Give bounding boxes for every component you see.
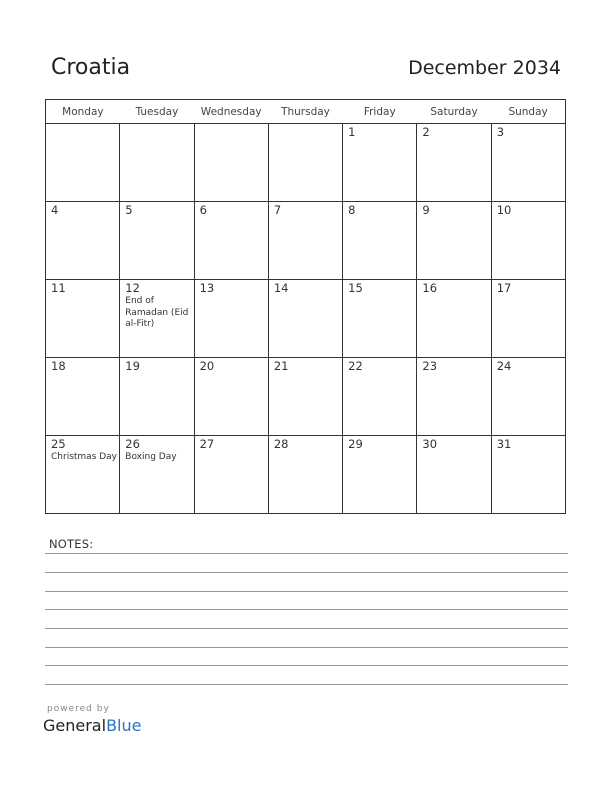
day-cell xyxy=(268,358,342,436)
day-number xyxy=(46,124,119,126)
day-cell xyxy=(194,280,268,358)
day-cell xyxy=(268,436,342,514)
day-cell xyxy=(120,358,194,436)
day-number xyxy=(269,124,342,126)
day-cell xyxy=(194,202,268,280)
week-row xyxy=(46,124,566,202)
day-number: 18 xyxy=(51,359,66,373)
day-cell xyxy=(491,280,565,358)
day-cell xyxy=(46,124,120,202)
day-cell xyxy=(491,358,565,436)
weekday-header: Monday xyxy=(46,100,120,124)
day-number: 10 xyxy=(496,203,512,217)
day-number: 3 xyxy=(496,125,505,139)
day-cell xyxy=(194,436,268,514)
note-line xyxy=(45,647,568,648)
day-cell xyxy=(46,202,120,280)
day-cell xyxy=(268,124,342,202)
day-number: 15 xyxy=(348,281,363,295)
day-number: 7 xyxy=(273,203,282,217)
day-number: 6 xyxy=(199,203,207,217)
note-line xyxy=(45,572,568,573)
day-number: 24 xyxy=(496,359,512,373)
day-cell xyxy=(268,280,342,358)
day-number: 30 xyxy=(422,437,438,451)
day-cell xyxy=(46,280,120,358)
weekday-header: Friday xyxy=(343,100,417,124)
holiday-label: Boxing Day xyxy=(125,452,177,462)
week-row xyxy=(46,436,566,514)
day-number: 2 xyxy=(422,125,430,139)
note-line xyxy=(45,591,568,592)
note-line xyxy=(45,684,568,685)
weekday-header-row xyxy=(46,100,566,124)
generalblue-logo xyxy=(43,716,141,735)
week-row xyxy=(46,358,566,436)
day-cell xyxy=(417,358,491,436)
day-cell xyxy=(343,358,417,436)
notes-label: NOTES: xyxy=(49,537,94,551)
day-number: 29 xyxy=(348,437,363,451)
day-cell xyxy=(491,202,565,280)
holiday-label: Christmas Day xyxy=(51,452,118,462)
day-number: 8 xyxy=(348,203,356,217)
day-cell xyxy=(46,358,120,436)
day-number xyxy=(120,124,193,126)
day-cell xyxy=(491,436,565,514)
day-number: 23 xyxy=(422,359,438,373)
day-cell xyxy=(417,124,491,202)
day-number: 19 xyxy=(125,359,140,373)
day-number: 5 xyxy=(125,203,133,217)
day-number: 13 xyxy=(199,281,215,295)
day-cell xyxy=(120,124,194,202)
day-cell xyxy=(343,202,417,280)
day-number: 1 xyxy=(348,125,356,139)
day-number: 16 xyxy=(422,281,438,295)
day-number: 9 xyxy=(422,203,430,217)
day-number: 27 xyxy=(199,437,215,451)
day-cell xyxy=(120,202,194,280)
day-number: 4 xyxy=(51,203,59,217)
day-cell xyxy=(343,436,417,514)
weekday-header: Wednesday xyxy=(194,100,268,124)
day-number: 21 xyxy=(273,359,289,373)
day-cell xyxy=(46,436,120,514)
day-cell xyxy=(417,436,491,514)
day-number: 11 xyxy=(51,281,66,295)
day-number: 31 xyxy=(496,437,512,451)
day-cell xyxy=(268,202,342,280)
logo-blue-text: Blue xyxy=(106,716,142,735)
day-cell xyxy=(343,280,417,358)
day-cell xyxy=(417,280,491,358)
day-number: 20 xyxy=(199,359,215,373)
day-number: 28 xyxy=(273,437,289,451)
day-cell xyxy=(194,124,268,202)
weekday-header: Sunday xyxy=(491,100,565,124)
note-line xyxy=(45,553,568,554)
day-number: 14 xyxy=(273,281,289,295)
note-line xyxy=(45,609,568,610)
weekday-header: Tuesday xyxy=(120,100,194,124)
day-number: 22 xyxy=(348,359,363,373)
day-number: 17 xyxy=(496,281,512,295)
day-number xyxy=(195,124,268,126)
note-line xyxy=(45,628,568,629)
day-cell xyxy=(491,124,565,202)
country-title: Croatia xyxy=(51,55,131,80)
powered-by-text: powered by xyxy=(47,704,110,714)
day-cell xyxy=(120,280,194,358)
logo-general-text: General xyxy=(43,716,107,735)
weekday-header: Saturday xyxy=(417,100,491,124)
week-row xyxy=(46,280,566,358)
weekday-header: Thursday xyxy=(268,100,342,124)
month-year-title: December 2034 xyxy=(408,57,561,79)
day-cell xyxy=(343,124,417,202)
calendar-grid xyxy=(45,99,566,514)
day-cell xyxy=(194,358,268,436)
week-row xyxy=(46,202,566,280)
day-number: 12 xyxy=(125,281,140,295)
note-line xyxy=(45,665,568,666)
day-cell xyxy=(417,202,491,280)
holiday-label: End of Ramadan (Eid al-Fitr) xyxy=(125,296,189,329)
day-number: 25 xyxy=(51,437,66,451)
day-number: 26 xyxy=(125,437,140,451)
day-cell xyxy=(120,436,194,514)
